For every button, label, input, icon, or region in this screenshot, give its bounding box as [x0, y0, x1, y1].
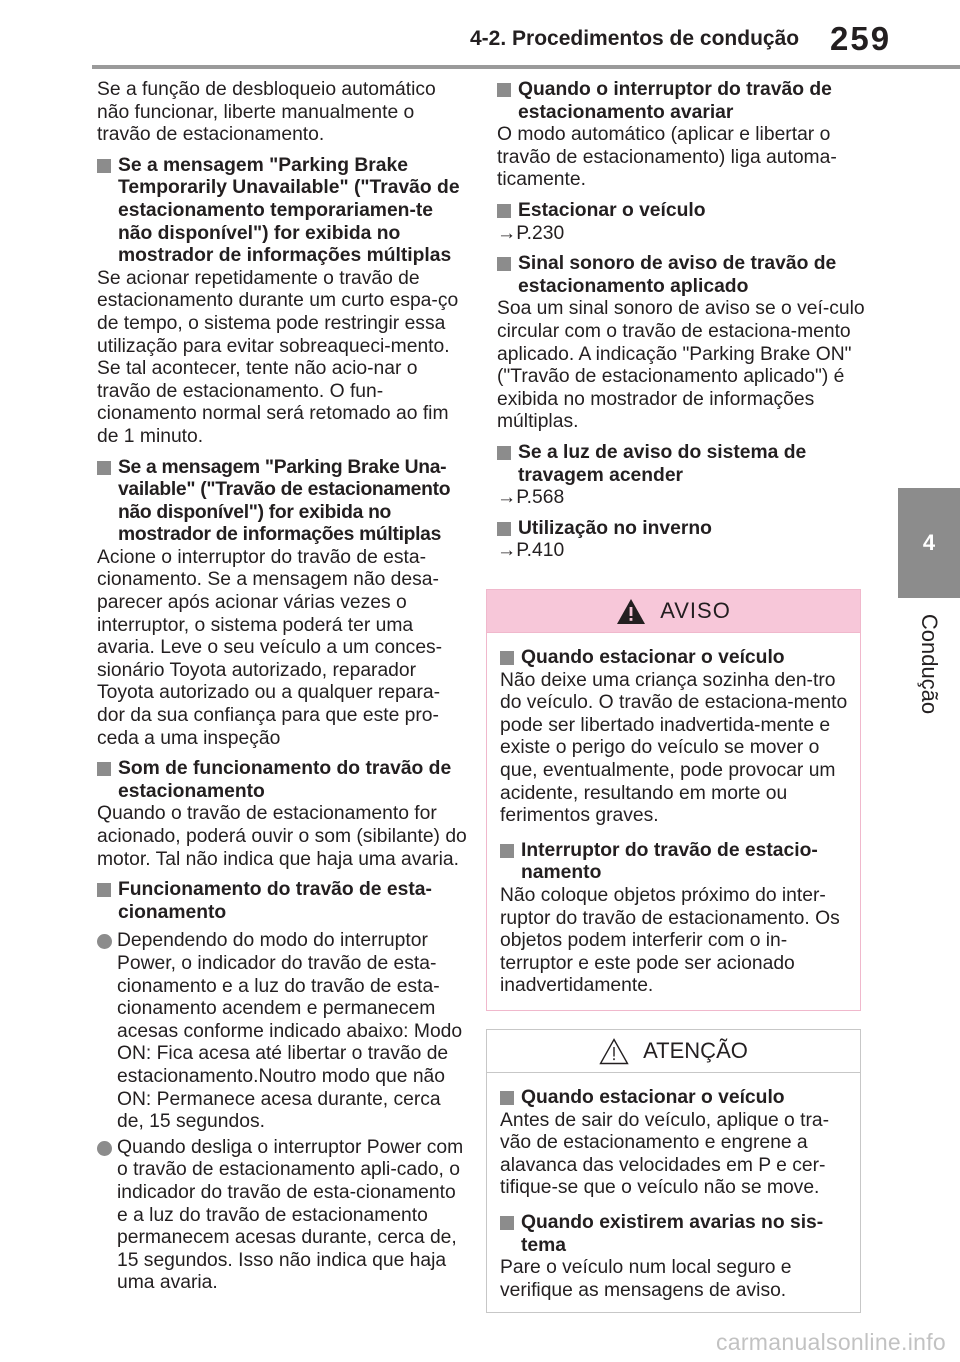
- heading-parking-vehicle: Estacionar o veículo: [497, 200, 867, 223]
- bullet-power-mode: Dependendo do modo do interruptor Power, o indicador do travão de esta-cionamento e a luz do travão de esta-cionamento acendem e permanecem acesas conforme indicado abaixo: Modo ON: Fica acesa até libertar o travão de estacionamento.Noutro modo que não ON: Permanece acesa durante, cerca de, 15 segundos.: [97, 930, 467, 1133]
- atencao-box: [486, 1029, 861, 1313]
- heading-winter-use: Utilização no inverno: [497, 518, 867, 541]
- chapter-label: Condução: [917, 613, 942, 715]
- atencao-text-malfunction: Pare o veículo num local seguro e verifique as mensagens de aviso.: [500, 1257, 792, 1301]
- warning-filled-triangle-icon: [616, 598, 646, 625]
- aviso-heading-switch: Interruptor do travão de estacio-namento: [500, 840, 850, 885]
- paragraph-warning-buzzer: Soa um sinal sonoro de aviso se o veí-culo circular com o travão de estaciona-mento aplicado. A indicação "Parking Brake ON" ("Travão de estacionamento aplicado") é exibida no mostrador de informações múltiplas.: [497, 298, 865, 433]
- aviso-heading-parking: Quando estacionar o veículo: [500, 647, 850, 670]
- aviso-body: [487, 633, 860, 998]
- page-reference-230[interactable]: →P.230: [497, 222, 565, 244]
- page-reference-568[interactable]: →P.568: [497, 487, 565, 509]
- heading-switch-malfunction: Quando o interruptor do travão de estacionamento avariar: [497, 79, 867, 124]
- page-reference-410[interactable]: →P.410: [497, 540, 565, 562]
- heading-parking-brake-temporarily-unavailable: Se a mensagem "Parking Brake Temporarily Unavailable" ("Travão de estacionamento temporariamen-te não disponível") for exibida no mostrador de informações múltiplas: [97, 155, 467, 268]
- section-title: 4-2. Procedimentos de condução: [470, 27, 800, 50]
- intro-paragraph: Se a função de desbloqueio automático não funcionar, liberte manualmente o travão de estacionamento.: [97, 79, 436, 146]
- paragraph-unavailable: Acione o interruptor do travão de esta-cionamento. Se a mensagem não desa-parecer após acionar várias vezes o interruptor, o sistema poderá ter uma avaria. Leve o seu veículo a um conces-sionário Toyota autorizado, reparador Toyota autorizado ou a qualquer repara-dor da sua confiança para que este pro-ceda a uma inspeção: [97, 546, 443, 749]
- aviso-text-parking: Não deixe uma criança sozinha den-tro do veículo. O travão de estaciona-mento pode ser libertado inadvertida-mente e existe o perigo do veículo se mover o que, eventualmente, pode provocar um acidente, resultando em morte ou ferimentos graves.: [500, 669, 848, 827]
- left-column: [97, 79, 467, 1298]
- page-number: 259: [830, 20, 892, 57]
- chapter-number: 4: [922, 530, 936, 555]
- aviso-title: AVISO: [660, 598, 731, 623]
- warning-outline-triangle-icon: [599, 1038, 629, 1065]
- atencao-heading-parking: Quando estacionar o veículo: [500, 1087, 850, 1110]
- paragraph-temporarily-unavailable: Se acionar repetidamente o travão de estacionamento durante um curto espa-ço de tempo, o sistema pode restringir essa utilização para evitar sobreaqueci-mento. Se tal acontecer, tente não acio-nar o travão de estacionamento. O fun-cionamento normal será retomado ao fim de 1 minuto.: [97, 267, 459, 447]
- atencao-text-parking: Antes de sair do veículo, aplique o tra-vão de estacionamento e engrene a alavanca das velocidades em P e cer-tifique-se que o veículo não se move.: [500, 1109, 830, 1199]
- aviso-box: [486, 589, 861, 1011]
- paragraph-operation-sound: Quando o travão de estacionamento for acionado, poderá ouvir o som (sibilante) do motor. Tal não indica que haja uma avaria.: [97, 803, 467, 870]
- atencao-heading-malfunction: Quando existirem avarias no sis-tema: [500, 1212, 850, 1257]
- chapter-tab: [898, 488, 960, 598]
- header-rule: [92, 65, 960, 69]
- paragraph-switch-malfunction: O modo automático (aplicar e libertar o travão de estacionamento) liga automa-ticamente.: [497, 124, 837, 191]
- watermark: carmanualsonline.info: [715, 1329, 946, 1355]
- heading-parking-brake-unavailable: Se a mensagem "Parking Brake Una-vailable" ("Travão de estacionamento não disponível") for exibida no mostrador de informações múltiplas: [97, 457, 467, 547]
- aviso-text-switch: Não coloque objetos próximo do inter-ruptor do travão de estacionamento. Os objetos podem interferir com o in-terruptor e este pode ser acionado inadvertidamente.: [500, 884, 840, 997]
- bullet-power-off: Quando desliga o interruptor Power com o travão de estacionamento apli-cado, o indicador do travão de esta-cionamento e a luz do travão de estacionamento permanecem acesas durante, cerca de, 15 segundos. Isso não indica que haja uma avaria.: [97, 1137, 467, 1295]
- atencao-title: ATENÇÃO: [643, 1038, 748, 1063]
- atencao-header: [487, 1030, 860, 1073]
- heading-warning-buzzer: Sinal sonoro de aviso de travão de estacionamento aplicado: [497, 253, 867, 298]
- aviso-header: [487, 590, 860, 633]
- heading-brake-operation: Funcionamento do travão de esta-cionamento: [97, 879, 467, 924]
- heading-operation-sound: Som de funcionamento do travão de estacionamento: [97, 758, 467, 803]
- heading-brake-warning-light: Se a luz de aviso do sistema de travagem acender: [497, 442, 867, 487]
- atencao-body: [487, 1073, 860, 1302]
- right-column: [497, 79, 867, 571]
